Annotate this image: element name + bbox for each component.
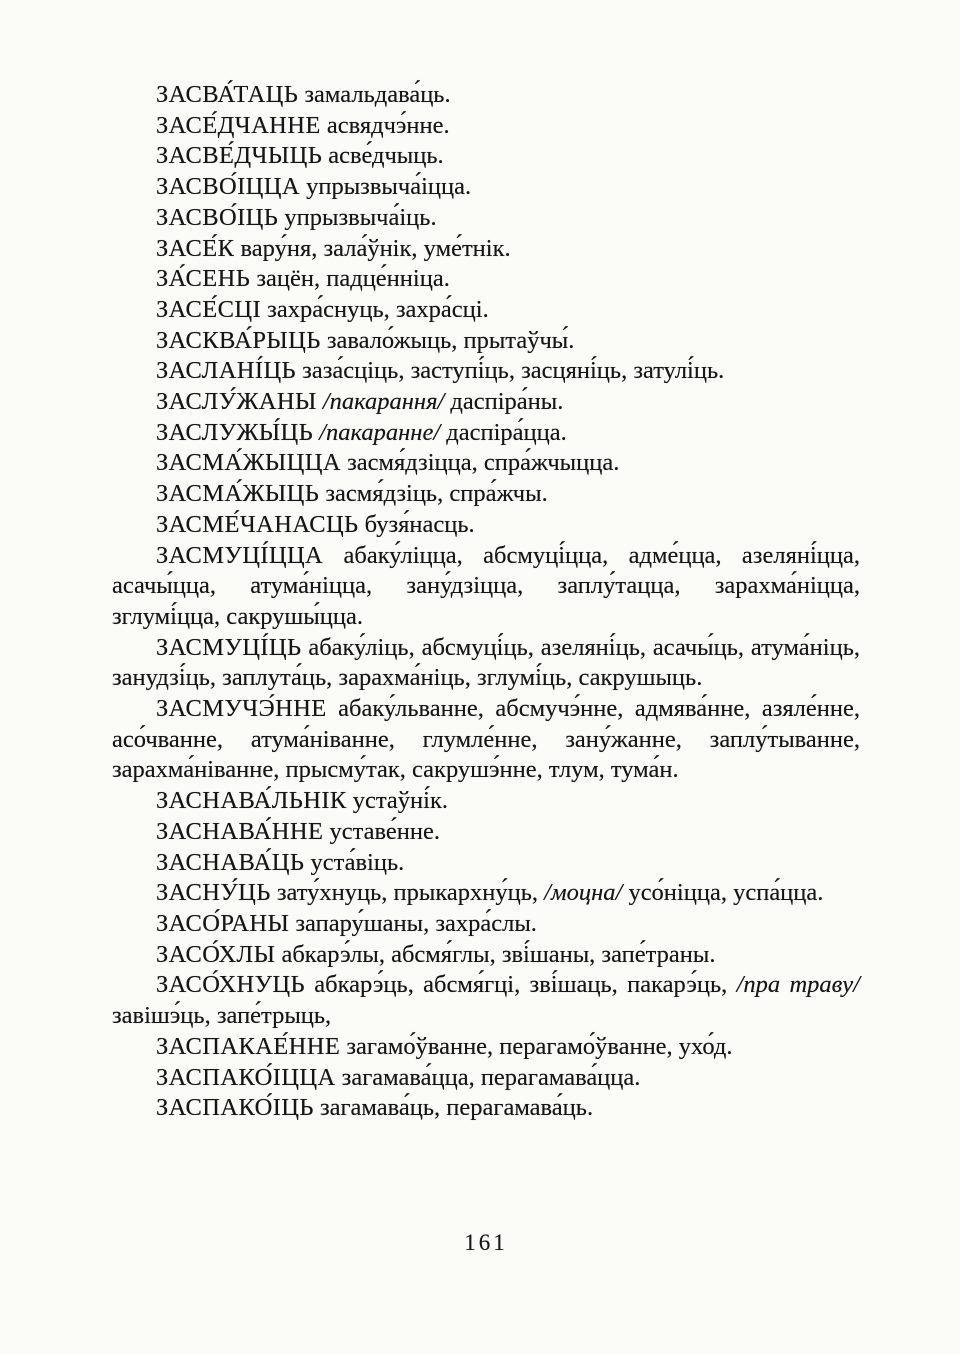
entry-synonyms: уставе́нне.: [323, 817, 440, 845]
entry-headword: ЗАСЛУ́ЖАНЫ: [156, 388, 317, 416]
entry-synonyms: вару́ня, зала́ўнік, уме́тнік.: [234, 234, 511, 262]
dictionary-entry: [112, 172, 860, 203]
entry-usage-note: /пакаранне/: [319, 418, 441, 446]
entry-headword: ЗАСНАВА́ННЕ: [156, 817, 324, 845]
entry-headword: ЗАСПАКО́ІЦЬ: [156, 1094, 314, 1122]
entry-synonyms: уста́віць.: [304, 848, 405, 876]
entry-synonyms: асве́дчыць.: [322, 142, 444, 170]
entry-headword: ЗАСНАВА́ЦЬ: [156, 848, 305, 876]
dictionary-entry: [112, 1063, 860, 1094]
dictionary-entry: [112, 418, 860, 449]
dictionary-entry: [112, 633, 860, 694]
entry-headword: ЗАСЛАНІ́ЦЬ: [156, 357, 297, 385]
entry-synonyms: абаку́ліцца, абсмуці́цца, адме́цца, азеляні́цца, асачы́цца, атума́ніцца, зану́дзіцца, заплу́тацца, зарахма́ніцца, зглумі́цца, сакрушы́цца.: [112, 541, 860, 630]
dictionary-entry: [112, 479, 860, 510]
dictionary-entry: [112, 80, 860, 111]
dictionary-entry: [112, 817, 860, 848]
entry-headword: ЗАСВО́ІЦЬ: [156, 203, 279, 231]
page-number: 161: [464, 1230, 508, 1255]
entry-headword: ЗАСЕ́К: [156, 234, 235, 262]
dictionary-entry: [112, 1032, 860, 1063]
entry-headword: ЗАСМУЧЭ́ННЕ: [156, 695, 327, 723]
entry-synonyms: бузя́насць.: [358, 510, 475, 538]
entry-synonyms: даспіра́ны.: [444, 388, 564, 416]
dictionary-entry: [112, 141, 860, 172]
entry-synonyms: запару́шаны, захра́слы.: [289, 909, 537, 937]
entry-headword: ЗА́СЕНЬ: [156, 265, 251, 293]
entry-headword: ЗАСМУЦІ́ЦЬ: [156, 633, 302, 661]
entry-synonyms: упрызвыча́іцца.: [299, 173, 472, 201]
entry-headword: ЗАСМА́ЖЫЦЦА: [156, 449, 341, 477]
entry-headword: ЗАСО́РАНЫ: [156, 909, 290, 937]
dictionary-entry: [112, 970, 860, 1031]
entry-synonyms: зату́хнуць, прыкархну́ць,: [270, 879, 545, 907]
entry-headword: ЗАСКВА́РЫЦЬ: [156, 326, 321, 354]
entry-headword: ЗАСО́ХЛЫ: [156, 940, 276, 968]
dictionary-entry: [112, 848, 860, 879]
dictionary-entry: [112, 909, 860, 940]
dictionary-text: [112, 80, 860, 1124]
entry-synonyms: абкарэ́лы, абсмя́глы, зві́шаны, запе́траны.: [275, 940, 716, 968]
entry-headword: ЗАСЕ́ДЧАННЕ: [156, 111, 321, 139]
entry-headword: ЗАСМЕ́ЧАНАСЦЬ: [156, 510, 359, 538]
dictionary-entry: [112, 264, 860, 295]
entry-synonyms: абаку́ліць, абсмуці́ць, азеляні́ць, асачы́ць, атума́ніць, занудзі́ць, заплута́ць, зарахма́ніць, зглумі́ць, сакрушыць.: [112, 633, 860, 692]
entry-synonyms: устаўні́к.: [346, 787, 448, 815]
entry-synonyms: заза́сціць, заступі́ць, засцяні́ць, затулі́ць.: [296, 357, 725, 385]
dictionary-entry: [112, 356, 860, 387]
dictionary-entry: [112, 111, 860, 142]
entry-synonyms: засмя́дзіцца, спра́жчыцца.: [340, 449, 620, 477]
dictionary-entry: [112, 510, 860, 541]
entry-headword: ЗАСНАВА́ЛЬНІК: [156, 787, 347, 815]
dictionary-entry: [112, 541, 860, 633]
entry-synonyms: зацён, падце́нніца.: [250, 265, 450, 293]
dictionary-entry: [112, 1093, 860, 1124]
entry-synonyms: упрызвыча́іць.: [278, 203, 437, 231]
dictionary-entry: [112, 786, 860, 817]
entry-headword: ЗАСМУЦІ́ЦЦА: [156, 541, 324, 569]
entry-synonyms: завало́жыць, прытаўчы́.: [320, 326, 575, 354]
dictionary-entry: [112, 234, 860, 265]
entry-headword: ЗАСО́ХНУЦЬ: [156, 971, 305, 999]
entry-headword: ЗАСЛУЖЫ́ЦЬ: [156, 418, 314, 446]
entry-usage-note: /пра траву/: [736, 971, 860, 999]
entry-headword: ЗАСВО́ІЦЦА: [156, 173, 300, 201]
entry-headword: ЗАСВА́ТАЦЬ: [156, 81, 299, 108]
entry-synonyms: даспіра́цца.: [440, 418, 567, 446]
entry-synonyms: усо́ніцца, успа́цца.: [622, 879, 824, 907]
entry-synonyms: завішэ́ць, запе́трыць,: [112, 1002, 332, 1030]
dictionary-entry: [112, 203, 860, 234]
dictionary-entry: [112, 878, 860, 909]
dictionary-entry: [112, 295, 860, 326]
entry-synonyms: абкарэ́ць, абсмя́гці, зві́шаць, пакарэ́ць,: [304, 971, 737, 999]
entry-headword: ЗАСВЕ́ДЧЫЦЬ: [156, 142, 323, 170]
dictionary-entry: [112, 694, 860, 786]
entry-synonyms: загамава́ць, перагамава́ць.: [313, 1094, 594, 1122]
entry-headword: ЗАСЕ́СЦІ: [156, 295, 262, 323]
entry-headword: ЗАСМА́ЖЫЦЬ: [156, 480, 320, 508]
dictionary-entry: [112, 387, 860, 418]
entry-synonyms: засмя́дзіць, спра́жчы.: [319, 480, 548, 508]
entry-usage-note: /пакарання/: [322, 388, 445, 416]
dictionary-entry: [112, 940, 860, 971]
entry-synonyms: загамава́цца, перагамава́цца.: [335, 1063, 641, 1091]
entry-synonyms: замальдава́ць.: [298, 81, 451, 108]
entry-synonyms: асвядчэ́нне.: [320, 111, 450, 139]
entry-synonyms: загамо́ўванне, перагамо́ўванне, ухо́д.: [340, 1032, 733, 1060]
entry-headword: ЗАСПАКАЕ́ННЕ: [156, 1032, 341, 1060]
entry-usage-note: /моцна/: [544, 879, 623, 907]
entry-headword: ЗАСНУ́ЦЬ: [156, 879, 271, 907]
dictionary-entry: [112, 448, 860, 479]
entry-headword: ЗАСПАКО́ІЦЦА: [156, 1063, 336, 1091]
entry-synonyms: захра́снуць, захра́сці.: [261, 295, 489, 323]
entry-synonyms: абаку́льванне, абсмучэ́нне, адмява́нне, азяле́нне, асо́чванне, атума́ніванне, глумле́нне, зану́жанне, заплу́тыванне, зарахма́ніванне, прысму́так, сакрушэ́нне, тлум, тума́н.: [112, 695, 860, 784]
dictionary-entry: [112, 326, 860, 357]
